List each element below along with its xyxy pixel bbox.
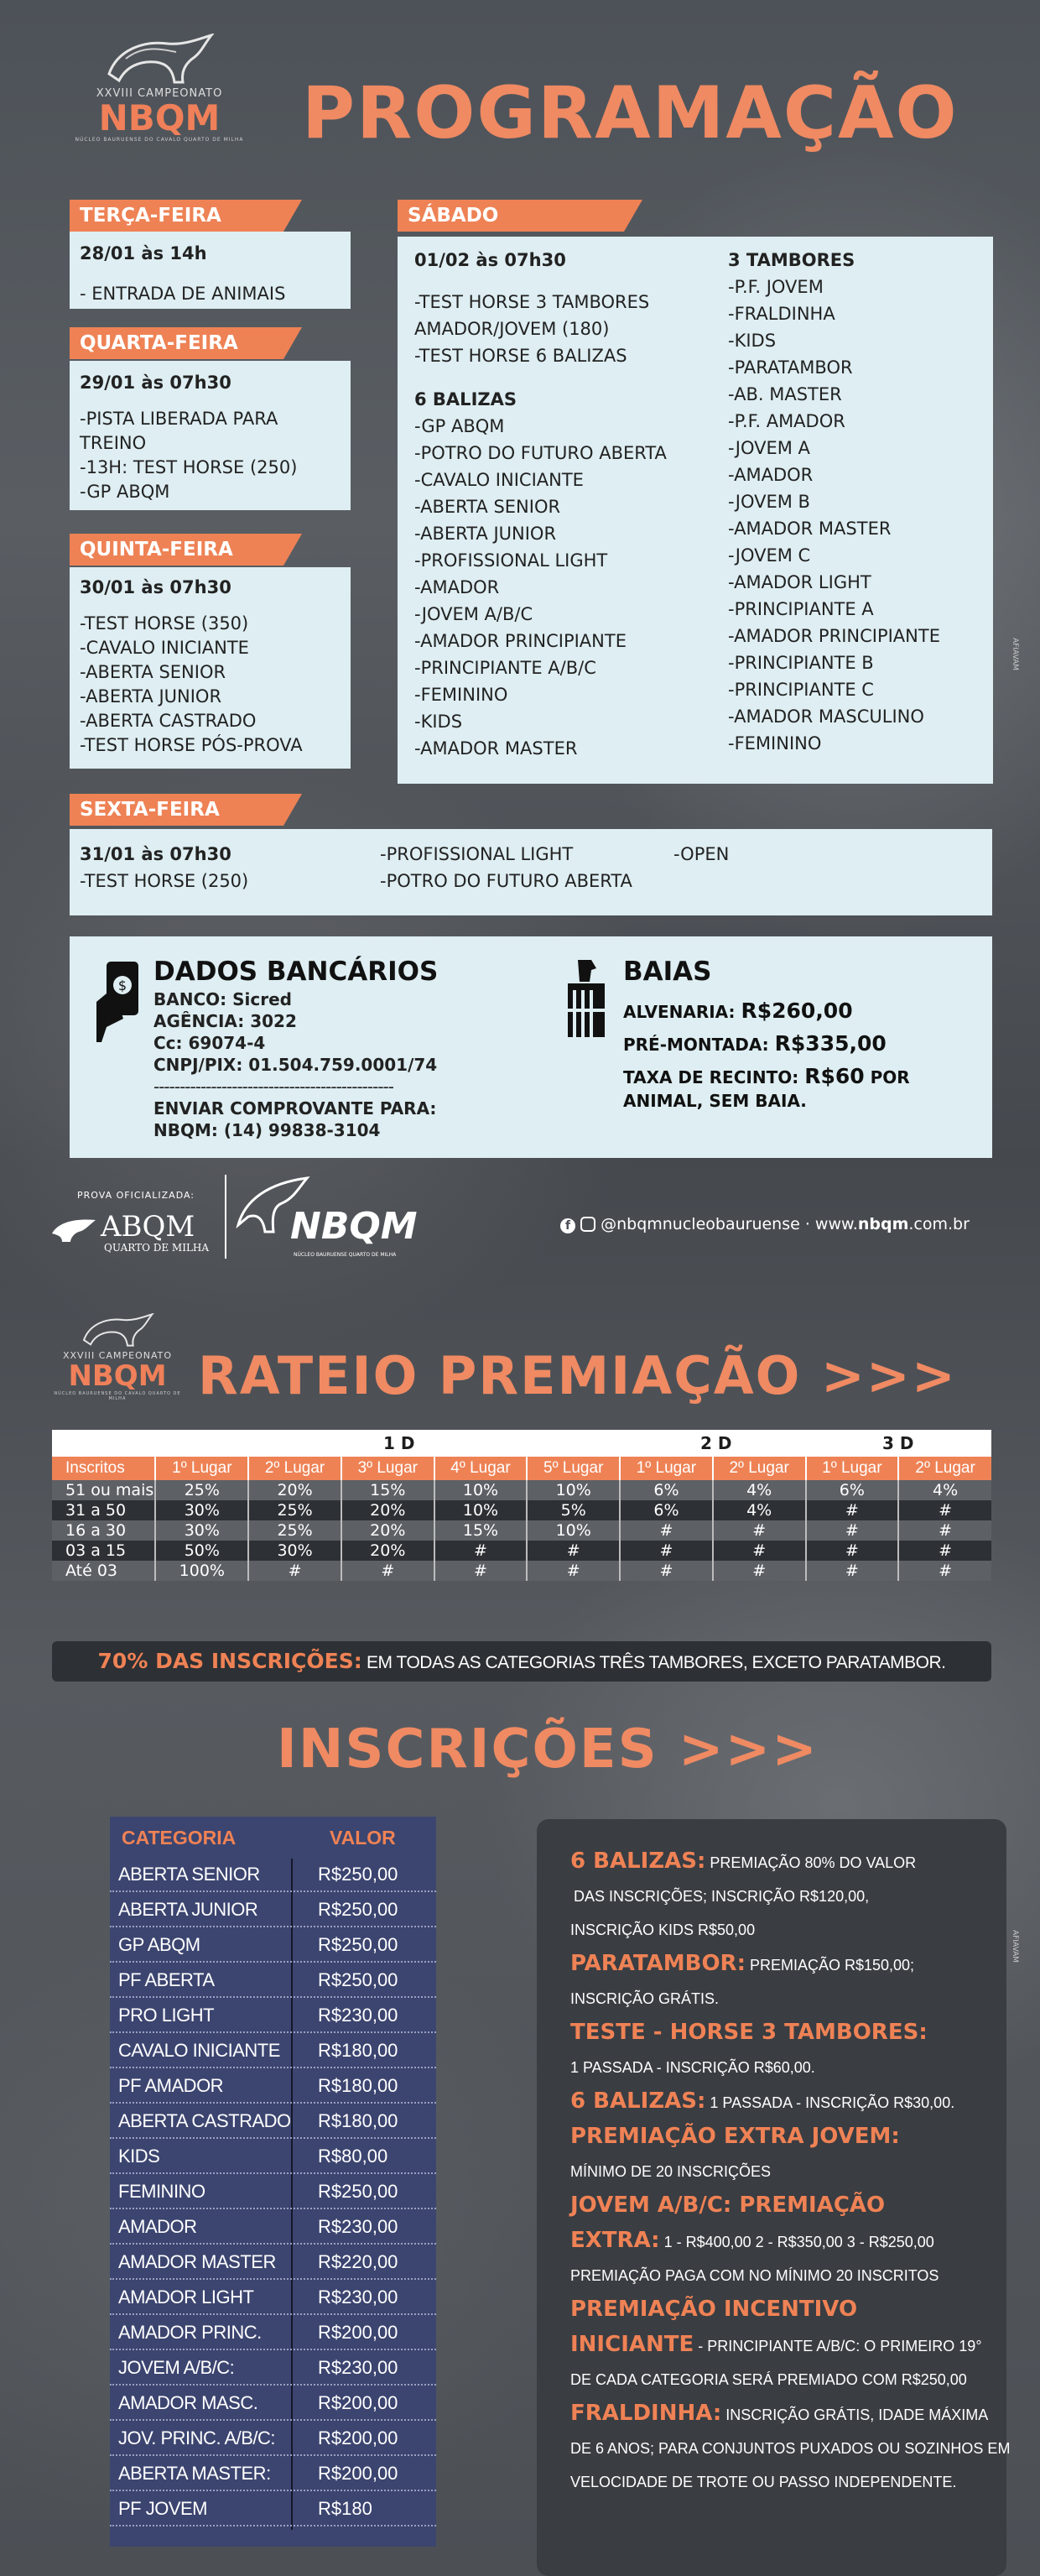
- table-cell: #: [620, 1520, 713, 1541]
- category-row: [110, 2033, 436, 2068]
- info-line: [570, 1913, 998, 1947]
- rateio-group-bar: [52, 1430, 991, 1457]
- page-title: PROGRAMAÇÃO: [302, 71, 959, 155]
- table-cell: #: [341, 1561, 434, 1581]
- category-price: R$250,00: [318, 1899, 398, 1920]
- stalls-price: R$335,00: [774, 1031, 887, 1056]
- info-heading: EXTRA:: [570, 2228, 660, 2253]
- saturday-item: -CAVALO INICIANTE: [414, 470, 584, 490]
- info-text: 1 PASSADA - INSCRIÇÃO R$60,00.: [570, 2059, 815, 2076]
- wednesday-date: 29/01 às 07h30: [80, 373, 231, 393]
- saturday-col1: [414, 247, 667, 762]
- phone-payment-icon: [95, 960, 142, 1044]
- category-price: R$230,00: [318, 2216, 398, 2237]
- info-line: [570, 2188, 998, 2224]
- table-cell: #: [806, 1500, 899, 1520]
- table-cell: 6%: [620, 1480, 713, 1500]
- info-heading: PREMIAÇÃO EXTRA JOVEM:: [570, 2124, 900, 2149]
- side-tag: AFIAVAM: [1011, 1930, 1019, 1963]
- tab-wednesday: QUARTA-FEIRA: [70, 327, 283, 359]
- site-domain[interactable]: .com.br: [908, 1215, 970, 1233]
- info-heading: JOVEM A/B/C: PREMIAÇÃO: [570, 2193, 886, 2218]
- side-tag: AFIAVAM: [1011, 638, 1019, 671]
- table-cell: 30%: [248, 1541, 341, 1561]
- horse-logo-icon: [101, 34, 218, 84]
- table-cell: 10%: [527, 1480, 620, 1500]
- header-cell: 5º Lugar: [527, 1457, 620, 1480]
- category-price: R$200,00: [318, 2427, 398, 2448]
- info-line: [570, 2120, 998, 2155]
- table-cell: #: [248, 1561, 341, 1581]
- social-line: [560, 1215, 970, 1233]
- info-text: 1 - R$400,00 2 - R$350,00 3 - R$250,00: [659, 2234, 934, 2250]
- table-cell: 25%: [248, 1500, 341, 1520]
- group-3d: 3 D: [882, 1433, 914, 1453]
- category-name: JOV. PRINC. A/B/C:: [118, 2427, 276, 2448]
- table-cell: 20%: [341, 1541, 434, 1561]
- stalls-label: TAXA DE RECINTO:: [623, 1067, 805, 1087]
- table-cell: 10%: [434, 1480, 528, 1500]
- thursday-line: -TEST HORSE PÓS-PROVA: [80, 735, 303, 755]
- wednesday-line: -PISTA LIBERADA PARA: [80, 409, 278, 429]
- info-heading: PREMIAÇÃO INCENTIVO: [570, 2297, 858, 2322]
- info-text: INSCRIÇÃO GRÁTIS.: [570, 1990, 720, 2007]
- table-cell: Até 03: [52, 1561, 155, 1581]
- table-cell: 10%: [527, 1520, 620, 1541]
- category-row: [110, 1927, 436, 1963]
- friday-box: [70, 829, 992, 915]
- category-price: R$200,00: [318, 2392, 398, 2413]
- category-name: AMADOR LIGHT: [118, 2287, 254, 2307]
- info-heading: 6 BALIZAS:: [570, 2088, 706, 2114]
- table-cell: #: [713, 1561, 806, 1581]
- tab-friday: SEXTA-FEIRA: [70, 794, 283, 826]
- info-line: [570, 2363, 998, 2396]
- header-cell: 3º Lugar: [341, 1457, 434, 1480]
- bank-line: ENVIAR COMPROVANTE PARA:: [153, 1098, 437, 1119]
- thursday-line: -ABERTA JUNIOR: [80, 686, 222, 707]
- category-name: PF ABERTA: [118, 1969, 215, 1990]
- category-row: [110, 2386, 436, 2421]
- info-line: [570, 2465, 998, 2499]
- stalls-label: PRÉ-MONTADA:: [623, 1035, 775, 1055]
- tuesday-box: [70, 232, 351, 309]
- logo-sub: NÚCLEO BAURUENSE DO CAVALO QUARTO DE MILHA: [75, 137, 244, 143]
- info-line: [570, 1982, 998, 2015]
- category-table: [110, 1817, 436, 2547]
- category-row: [110, 2456, 436, 2491]
- table-row: [52, 1480, 991, 1500]
- info-box: [70, 936, 992, 1158]
- nbqm-footer-name: NBQM: [290, 1205, 418, 1248]
- saturday-box: [398, 237, 993, 784]
- bank-line: CNPJ/PIX: 01.504.759.0001/74: [153, 1055, 438, 1075]
- logo-edition: XXVIII CAMPEONATO: [96, 87, 223, 100]
- category-name: AMADOR MASC.: [118, 2392, 258, 2413]
- category-price: R$250,00: [318, 2181, 398, 2202]
- tab-thursday: QUINTA-FEIRA: [70, 534, 283, 566]
- table-row: [52, 1520, 991, 1541]
- saturday-item: -JOVEM C: [728, 545, 811, 566]
- footer-divider: [225, 1175, 226, 1259]
- saturday-item: -AMADOR LIGHT: [728, 572, 871, 592]
- category-price: R$180: [318, 2498, 372, 2519]
- thursday-line: -ABERTA SENIOR: [80, 662, 226, 682]
- saturday-item: -AMADOR MASTER: [414, 738, 578, 759]
- category-name: PRO LIGHT: [118, 2005, 215, 2026]
- category-price: R$180,00: [318, 2110, 398, 2131]
- category-price: R$200,00: [318, 2322, 398, 2343]
- note-text: EM TODAS AS CATEGORIAS TRÊS TAMBORES, EXCETO PARATAMBOR.: [361, 1653, 946, 1672]
- table-cell: #: [898, 1500, 991, 1520]
- header-cell: 1º Lugar: [620, 1457, 713, 1480]
- info-text: 1 PASSADA - INSCRIÇÃO R$30,00.: [705, 2094, 955, 2111]
- saturday-item: -GP ABQM: [414, 416, 505, 436]
- category-row: [110, 2104, 436, 2139]
- saturday-item: -PRINCIPIANTE B: [728, 653, 874, 673]
- social-text[interactable]: @nbqmnucleobauruense · www.: [601, 1215, 858, 1233]
- bank-line: NBQM: (14) 99838-3104: [153, 1120, 381, 1140]
- bank-line: BANCO: Sicred: [153, 989, 292, 1009]
- table-cell: 20%: [341, 1520, 434, 1541]
- stable-icon: [563, 957, 610, 1040]
- category-name: ABERTA MASTER:: [118, 2463, 271, 2484]
- category-name: ABERTA CASTRADO: [118, 2110, 291, 2131]
- table-cell: 25%: [155, 1480, 248, 1500]
- category-name: FEMININO: [118, 2181, 205, 2202]
- info-text: - PRINCIPIANTE A/B/C: O PRIMEIRO 19°: [694, 2338, 982, 2354]
- table-cell: #: [898, 1561, 991, 1581]
- table-cell: #: [434, 1561, 528, 1581]
- info-heading: INICIANTE: [570, 2332, 694, 2357]
- table-cell: #: [620, 1541, 713, 1561]
- thursday-box: [70, 567, 351, 769]
- nbqm-logo: [67, 34, 252, 172]
- table-cell: 15%: [341, 1480, 434, 1500]
- rateio-header-row: [52, 1457, 991, 1480]
- saturday-item: -JOVEM A: [728, 438, 810, 458]
- category-name: ABERTA JUNIOR: [118, 1899, 258, 1920]
- header-cell: 4º Lugar: [434, 1457, 528, 1480]
- table-row: [52, 1561, 991, 1581]
- saturday-item: -AMADOR MASTER: [728, 519, 892, 539]
- category-row: [110, 2421, 436, 2456]
- logo-sub: NÚCLEO BAURUENSE DO CAVALO QUARTO DE MILHA: [54, 1391, 181, 1401]
- info-line: [570, 2224, 998, 2259]
- table-cell: 16 a 30: [52, 1520, 155, 1541]
- logo-name: NBQM: [68, 1359, 167, 1393]
- saturday-item: -KIDS: [414, 712, 463, 732]
- category-row: [110, 2350, 436, 2386]
- rateio-note: [52, 1641, 991, 1682]
- saturday-heading-6-balizas: 6 BALIZAS: [414, 389, 517, 409]
- header-cell: 2º Lugar: [248, 1457, 341, 1480]
- saturday-item: -FRALDINHA: [728, 304, 835, 324]
- saturday-heading-3-tambores: 3 TAMBORES: [728, 250, 855, 270]
- info-lines: [570, 1844, 1011, 2499]
- info-line: [570, 2155, 998, 2188]
- header-cell: 2º Lugar: [713, 1457, 806, 1480]
- saturday-item: -PROFISSIONAL LIGHT: [414, 550, 608, 571]
- category-row: [110, 2315, 436, 2350]
- table-cell: 100%: [155, 1561, 248, 1581]
- info-line: [570, 2084, 998, 2120]
- friday-item: -POTRO DO FUTURO ABERTA: [380, 871, 632, 891]
- category-name: KIDS: [118, 2146, 160, 2167]
- bank-line: Cc: 69074-4: [153, 1033, 266, 1053]
- table-cell: #: [806, 1561, 899, 1581]
- saturday-date: 01/02 às 07h30: [414, 250, 566, 270]
- category-row: [110, 1963, 436, 1998]
- info-text: VELOCIDADE DE TROTE OU PASSO INDEPENDENTE.: [570, 2474, 957, 2490]
- saturday-item: -P.F. JOVEM: [728, 277, 824, 297]
- info-line: [570, 2292, 998, 2328]
- saturday-item: -AMADOR: [414, 577, 500, 597]
- table-cell: 6%: [620, 1500, 713, 1520]
- saturday-item: -ABERTA JUNIOR: [414, 524, 557, 544]
- category-name: AMADOR: [118, 2216, 197, 2237]
- group-2d: 2 D: [700, 1433, 732, 1453]
- bank-title: DADOS BANCÁRIOS: [153, 957, 439, 987]
- rateio-title: RATEIO PREMIAÇÃO >>>: [198, 1345, 957, 1406]
- stalls-price: R$60: [804, 1064, 865, 1088]
- info-line: [570, 1880, 998, 1913]
- info-line: [570, 2396, 998, 2432]
- col-valor: VALOR: [330, 1827, 396, 1849]
- saturday-item: AMADOR/JOVEM (180): [414, 319, 610, 339]
- saturday-item: -PRINCIPIANTE A: [728, 599, 874, 619]
- friday-item: -PROFISSIONAL LIGHT: [380, 844, 574, 864]
- wednesday-box: [70, 361, 351, 510]
- wednesday-line: TREINO: [80, 433, 147, 453]
- category-price: R$250,00: [318, 1864, 398, 1885]
- table-cell: 31 a 50: [52, 1500, 155, 1520]
- category-price: R$230,00: [318, 2287, 398, 2307]
- category-price: R$180,00: [318, 2040, 398, 2061]
- table-cell: 03 a 15: [52, 1541, 155, 1561]
- nbqm-footer-sub: NÚCLEO BAURUENSE QUARTO DE MILHA: [294, 1252, 397, 1258]
- category-price: R$230,00: [318, 2357, 398, 2378]
- table-cell: 4%: [713, 1500, 806, 1520]
- col-categoria: CATEGORIA: [122, 1827, 237, 1849]
- tuesday-line: - ENTRADA DE ANIMAIS: [80, 284, 286, 304]
- group-1d: 1 D: [383, 1433, 415, 1453]
- info-text: PREMIAÇÃO PAGA COM NO MÍNIMO 20 INSCRITOS: [570, 2267, 939, 2284]
- header-cell: Inscritos: [52, 1457, 155, 1480]
- table-cell: 10%: [434, 1500, 528, 1520]
- saturday-item: -AMADOR: [728, 465, 814, 485]
- saturday-item: -JOVEM B: [728, 492, 810, 512]
- nbqm-logo-2: [50, 1313, 185, 1414]
- info-line: [570, 1844, 998, 1880]
- table-cell: 50%: [155, 1541, 248, 1561]
- category-name: JOVEM A/B/C:: [118, 2357, 235, 2378]
- friday-date: 31/01 às 07h30: [80, 844, 231, 864]
- logo-edition: XXVIII CAMPEONATO: [62, 1350, 173, 1361]
- table-cell: 4%: [898, 1480, 991, 1500]
- table-cell: #: [713, 1520, 806, 1541]
- tab-saturday: SÁBADO: [398, 200, 624, 232]
- table-cell: #: [527, 1541, 620, 1561]
- wednesday-line: -13H: TEST HORSE (250): [80, 457, 298, 477]
- table-row: [52, 1541, 991, 1561]
- category-row: [110, 1892, 436, 1927]
- saturday-item: -KIDS: [728, 331, 777, 351]
- friday-item: -OPEN: [673, 844, 730, 864]
- category-name: PF AMADOR: [118, 2075, 224, 2096]
- category-price: R$230,00: [318, 2005, 398, 2026]
- table-cell: #: [620, 1561, 713, 1581]
- official-label: PROVA OFICIALIZADA:: [77, 1190, 195, 1201]
- table-cell: #: [527, 1561, 620, 1581]
- wednesday-line: -GP ABQM: [80, 482, 170, 502]
- saturday-item: -PARATAMBOR: [728, 357, 853, 378]
- tab-tuesday: TERÇA-FEIRA: [70, 200, 283, 232]
- abqm-horse-icon: [50, 1215, 97, 1242]
- info-line: [570, 2432, 1011, 2465]
- horse-logo-icon: [75, 1313, 159, 1347]
- friday-item: -TEST HORSE (250): [80, 871, 249, 891]
- thursday-line: -CAVALO INICIANTE: [80, 638, 249, 658]
- saturday-item: -POTRO DO FUTURO ABERTA: [414, 443, 667, 463]
- table-cell: 4%: [713, 1480, 806, 1500]
- site-name[interactable]: nbqm: [857, 1215, 909, 1233]
- category-row: [110, 1857, 436, 1892]
- info-text: DE 6 ANOS; PARA CONJUNTOS PUXADOS OU SOZINHOS EM: [570, 2440, 1011, 2457]
- table-cell: 30%: [155, 1520, 248, 1541]
- inscricoes-title: INSCRIÇÕES >>>: [277, 1718, 819, 1781]
- bank-line: AGÊNCIA: 3022: [153, 1011, 297, 1031]
- nbqm-footer-logo: [235, 1175, 445, 1267]
- info-text: INSCRIÇÃO KIDS R$50,00: [570, 1922, 756, 1938]
- saturday-item: -ABERTA SENIOR: [414, 497, 561, 517]
- info-heading: PARATAMBOR:: [570, 1951, 746, 1976]
- category-row: [110, 2245, 436, 2280]
- saturday-item: -AMADOR PRINCIPIANTE: [728, 626, 940, 646]
- saturday-item: -FEMININO: [728, 733, 822, 754]
- category-price: R$250,00: [318, 1969, 398, 1990]
- info-text: PREMIAÇÃO 80% DO VALOR: [705, 1854, 917, 1871]
- category-price: R$180,00: [318, 2075, 398, 2096]
- saturday-item: -TEST HORSE 3 TAMBORES: [414, 292, 650, 312]
- info-heading: FRALDINHA:: [570, 2401, 722, 2426]
- table-cell: 30%: [155, 1500, 248, 1520]
- rateio-table: [52, 1457, 991, 1581]
- category-row: [110, 2209, 436, 2245]
- facebook-icon[interactable]: f: [560, 1218, 575, 1233]
- category-name: ABERTA SENIOR: [118, 1864, 260, 1885]
- category-row: [110, 2068, 436, 2104]
- table-cell: #: [806, 1520, 899, 1541]
- category-price: R$250,00: [318, 1934, 398, 1955]
- svg-text:$: $: [117, 978, 127, 993]
- saturday-item: -AB. MASTER: [728, 384, 842, 404]
- category-row: [110, 2280, 436, 2315]
- info-text: INSCRIÇÃO GRÁTIS, IDADE MÁXIMA: [721, 2407, 989, 2423]
- note-bold: 70% DAS INSCRIÇÕES:: [97, 1649, 362, 1673]
- category-row: [110, 1998, 436, 2033]
- thursday-line: -ABERTA CASTRADO: [80, 711, 257, 731]
- stalls-title: BAIAS: [623, 957, 712, 987]
- table-cell: #: [898, 1541, 991, 1561]
- abqm-logo: [50, 1208, 218, 1259]
- saturday-item: -TEST HORSE 6 BALIZAS: [414, 346, 627, 366]
- table-cell: #: [898, 1520, 991, 1541]
- category-price: R$200,00: [318, 2463, 398, 2484]
- info-heading: TESTE - HORSE 3 TAMBORES:: [570, 2020, 928, 2045]
- category-row: [110, 2139, 436, 2174]
- info-panel: [537, 1819, 1011, 2576]
- saturday-item: -P.F. AMADOR: [728, 411, 845, 431]
- table-cell: 20%: [248, 1480, 341, 1500]
- table-cell: 5%: [527, 1500, 620, 1520]
- bank-divider: ----------------------------------------------: [153, 1077, 393, 1097]
- info-text: MÍNIMO DE 20 INSCRIÇÕES: [570, 2163, 772, 2180]
- logo-name: NBQM: [98, 97, 221, 138]
- abqm-name: ABQM: [101, 1210, 195, 1244]
- saturday-item: -AMADOR PRINCIPIANTE: [414, 631, 627, 651]
- info-line: [570, 2015, 998, 2051]
- saturday-item: -AMADOR MASCULINO: [728, 707, 924, 727]
- abqm-sub: QUARTO DE MILHA: [104, 1242, 210, 1254]
- header-cell: 1º Lugar: [155, 1457, 248, 1480]
- table-cell: #: [434, 1541, 528, 1561]
- stalls-label: ALVENARIA:: [623, 1002, 741, 1022]
- category-price: R$220,00: [318, 2251, 398, 2272]
- table-cell: 51 ou mais: [52, 1480, 155, 1500]
- table-row: [52, 1500, 991, 1520]
- table-cell: 25%: [248, 1520, 341, 1541]
- table-cell: 20%: [341, 1500, 434, 1520]
- category-name: AMADOR MASTER: [118, 2251, 276, 2272]
- info-text: PREMIAÇÃO R$150,00;: [745, 1957, 915, 1974]
- category-name: GP ABQM: [118, 1934, 200, 1955]
- category-price: R$80,00: [318, 2146, 388, 2167]
- category-name: AMADOR PRINC.: [118, 2322, 262, 2343]
- table-cell: #: [713, 1541, 806, 1561]
- stalls-label: ANIMAL, SEM BAIA.: [623, 1091, 807, 1111]
- header-cell: 1º Lugar: [806, 1457, 899, 1480]
- category-row: [110, 2174, 436, 2209]
- saturday-item: -FEMININO: [414, 685, 508, 705]
- stalls-price: R$260,00: [741, 999, 853, 1023]
- category-name: CAVALO INICIANTE: [118, 2040, 280, 2061]
- tuesday-date: 28/01 às 14h: [80, 243, 207, 263]
- table-cell: 15%: [434, 1520, 528, 1541]
- table-cell: #: [806, 1541, 899, 1561]
- info-heading: 6 BALIZAS:: [570, 1849, 706, 1874]
- stalls-label: POR: [864, 1067, 910, 1087]
- category-row: [110, 2491, 436, 2526]
- info-line: [570, 2259, 998, 2292]
- saturday-col2: [728, 247, 940, 757]
- thursday-line: -TEST HORSE (350): [80, 613, 249, 634]
- table-cell: 6%: [806, 1480, 899, 1500]
- instagram-icon[interactable]: [580, 1217, 595, 1232]
- header-cell: 2º Lugar: [898, 1457, 991, 1480]
- category-name: PF JOVEM: [118, 2498, 208, 2519]
- saturday-item: -PRINCIPIANTE A/B/C: [414, 658, 596, 678]
- saturday-item: -PRINCIPIANTE C: [728, 680, 874, 700]
- info-line: [570, 2328, 998, 2363]
- info-line: [570, 1947, 998, 1982]
- thursday-date: 30/01 às 07h30: [80, 577, 231, 597]
- saturday-item: -JOVEM A/B/C: [414, 604, 533, 624]
- info-text: DAS INSCRIÇÕES; INSCRIÇÃO R$120,00,: [574, 1888, 870, 1905]
- info-text: DE CADA CATEGORIA SERÁ PREMIADO COM R$250,00: [570, 2371, 967, 2388]
- info-line: [570, 2051, 998, 2084]
